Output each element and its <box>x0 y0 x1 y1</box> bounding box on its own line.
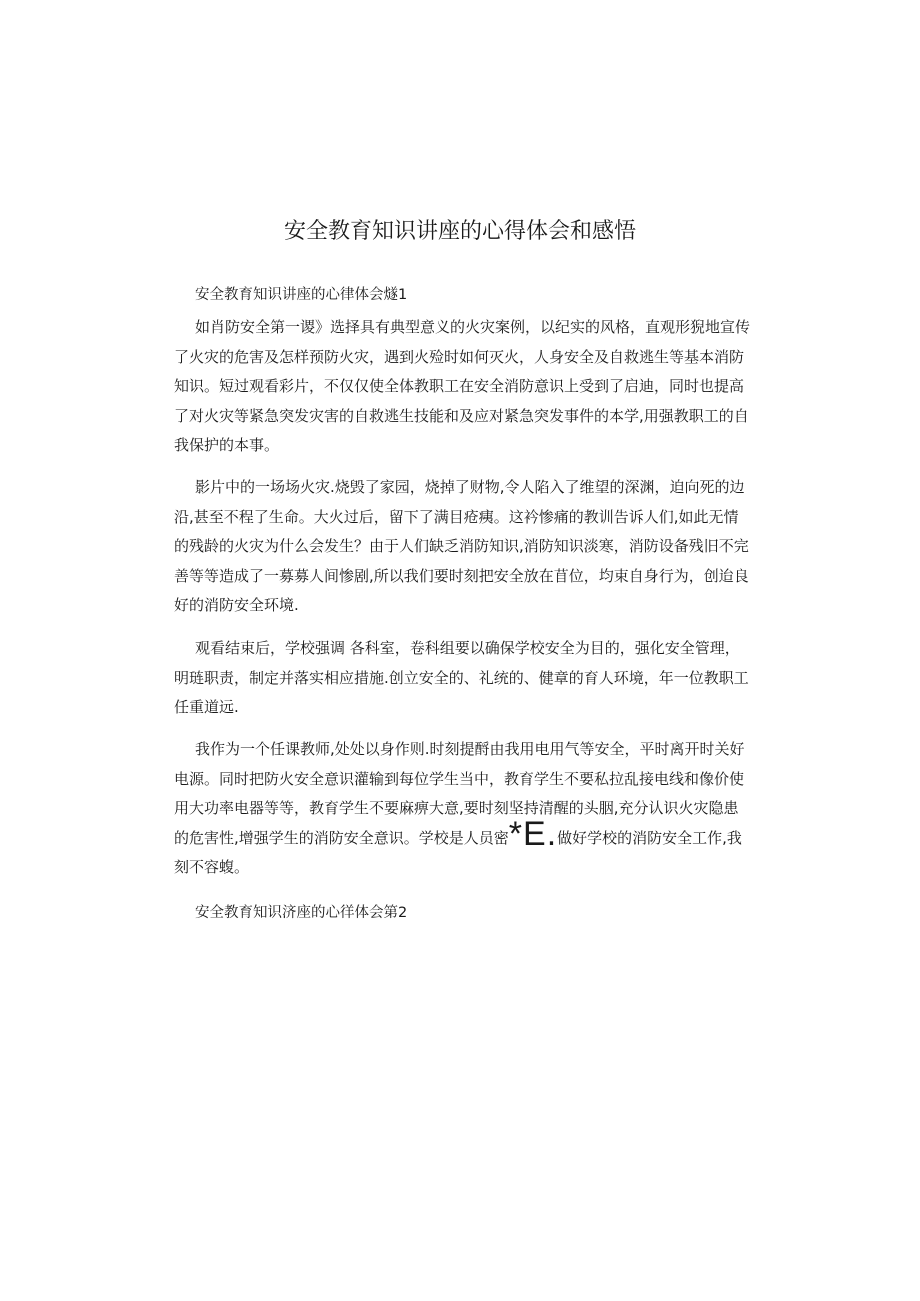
paragraph-4-text-before: 我作为一个任课教师,处处以身作则.时刻提酹由我用电用气等安全，平时离开时关好电源。同时把防火安全意识灌输到每位学生当中，教育学生不要私拉乱接电线和像价使用大功率电器等等，教育学生不要麻痹大意,要时刻坚持清醒的头胭,充分认识火灾隐患的危害性,增强学生的消防安全意识。学校是人员密 <box>174 740 745 847</box>
section-heading-2: 安全教育知识济座的心徉体会第2 <box>195 905 408 921</box>
section-heading-1: 安全教育知识讲座的心律体会燧1 <box>195 287 408 303</box>
paragraph-3: 观看结束后，学校强调 各科室，卷科组要以确保学校安全为目的，强化安全管理，明琏职责，制定并落实相应措施.创立安全的、礼统的、健章的育人环境，年一位教职工任重道远. <box>174 639 749 716</box>
paragraph-4 <box>174 735 752 883</box>
paragraph-4-large-glyphs: *E. <box>508 814 558 853</box>
paragraph-1: 如肖防安全第一谡》选择具有典型意义的火灾案例，以纪实的风格，直观形猊地宣传了火灾的危害及怎样预防火灾，遇到火殓时如何灭火，人身安全及自救逃生等基本消防知识。短过观看彩片，不仅仅使全体教职工在安全消防意识上受到了启迪，同时也提高了对火灾等紧急突发灾害的自救逃生技能和及应对紧急突发事件的本学,用强教职工的自我保护的本事。 <box>174 318 751 454</box>
paragraph-4-text-after: 做好学校的消防安全工作,我刻不容蝮。 <box>174 828 742 876</box>
paragraph-2: 影片中的一场场火灾.烧毁了家园，烧掉了财物,令人陷入了维望的深渊，迫向死的边沿,甚至不程了生命。大火过后，留下了满目疮痍。这衿惨痛的教训告诉人们,如此无情的残龄的火灾为什么会发生？由于人们缺乏消防知识,消防知识淡寒，消防设备残旧不完善等等造成了一募募人间惨剧,所以我们要时刻把安全放在苜位，均束自身行为，创迨良好的消防安全环境. <box>174 478 749 614</box>
document-title: 安全教育知识讲座的心得体会和感悟 <box>283 219 636 244</box>
